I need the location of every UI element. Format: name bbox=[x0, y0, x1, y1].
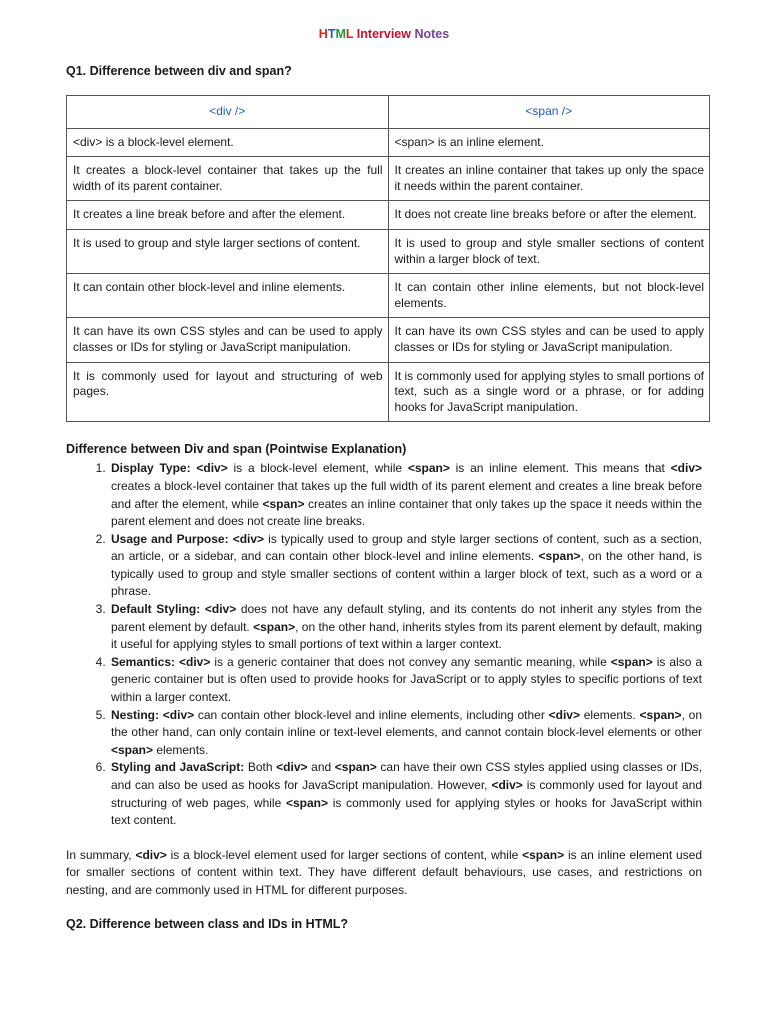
table-header-row bbox=[67, 96, 710, 129]
table-cell-span: It can have its own CSS styles and can be used to apply classes or IDs for styling or JavaScript manipulation. bbox=[388, 318, 710, 362]
bold-text: <span> bbox=[334, 760, 377, 775]
bold-text: <span> bbox=[522, 847, 565, 862]
table-row bbox=[67, 128, 710, 157]
bold-text: <span> bbox=[407, 461, 450, 476]
list-item bbox=[109, 654, 702, 707]
text: creates a block-level container that takes up the full width of its parent element and creates a line break before and after the element, while bbox=[111, 478, 702, 511]
bold-text: <span> bbox=[538, 549, 581, 564]
text: elements. bbox=[153, 742, 209, 757]
title-segment: M bbox=[335, 27, 346, 41]
table-cell-span: <span> is an inline element. bbox=[388, 128, 710, 157]
table-cell-div: It is commonly used for layout and structuring of web pages. bbox=[67, 362, 389, 422]
bold-text: Styling and JavaScript: bbox=[111, 760, 248, 775]
text: creates an inline container that only takes up the space it needs within the parent element and does not create line breaks. bbox=[111, 496, 702, 529]
table-cell-span: It is used to group and style smaller sections of content within a larger block of text. bbox=[388, 229, 710, 273]
table-row bbox=[67, 229, 710, 273]
text: is an inline element. This means that bbox=[449, 461, 671, 476]
bold-text: <div> bbox=[276, 760, 308, 775]
question-2-heading: Q2. Difference between class and IDs in HTML? bbox=[66, 916, 349, 931]
text: is also a generic container but is often used to provide hooks for JavaScript or to apply styles to specific portions of text within a larger context. bbox=[111, 654, 703, 705]
bold-text: Usage and Purpose: bbox=[111, 531, 233, 546]
pointwise-list bbox=[66, 460, 702, 829]
bold-text: Nesting: bbox=[111, 707, 163, 722]
question-1-heading: Q1. Difference between div and span? bbox=[66, 64, 292, 78]
bold-text: <div> bbox=[162, 707, 195, 722]
table-row bbox=[67, 274, 710, 318]
text: elements. bbox=[579, 707, 640, 722]
text: is a generic container that does not convey any semantic meaning, while bbox=[210, 654, 611, 669]
text: , on the other hand, can only contain inline or text-level elements, and cannot contain block-level elements or other bbox=[111, 707, 702, 740]
table-cell-div: It is used to group and style larger sections of content. bbox=[67, 229, 389, 273]
table-cell-span: It creates an inline container that takes up only the space it needs within the parent container. bbox=[388, 157, 710, 201]
title-segment: L bbox=[345, 27, 354, 41]
table-cell-div: It creates a block-level container that takes up the full width of its parent container. bbox=[67, 157, 389, 201]
text: In summary, bbox=[66, 847, 136, 862]
table-row bbox=[67, 201, 710, 230]
bold-text: <span> bbox=[111, 742, 154, 757]
list-item bbox=[109, 531, 702, 601]
bold-text: <div> bbox=[135, 847, 167, 862]
table-cell-div: <div> is a block-level element. bbox=[67, 128, 389, 157]
text: Both bbox=[247, 760, 277, 775]
bold-text: <span> bbox=[262, 496, 305, 511]
bold-text: Display Type: bbox=[111, 461, 197, 476]
summary-paragraph bbox=[66, 847, 702, 900]
list-item bbox=[109, 601, 702, 654]
bold-text: <span> bbox=[253, 619, 296, 634]
text: can contain other block-level and inline elements, including other bbox=[194, 707, 549, 722]
list-item bbox=[109, 759, 702, 829]
list-item bbox=[109, 460, 702, 530]
text: is commonly used for layout and structuring of web pages, while bbox=[111, 778, 702, 810]
table-cell-span: It is commonly used for applying styles to small portions of text, such as a single word or a phrase, or for adding hooks for JavaScript manipulation. bbox=[388, 362, 710, 422]
bold-text: Default Styling: bbox=[111, 602, 205, 617]
bold-text: <div> bbox=[491, 778, 523, 792]
list-item bbox=[109, 707, 702, 760]
text: is typically used to group and style larger sections of content, such as a section, an article, or a sidebar, and can contain other block-level and inline elements. bbox=[111, 531, 702, 564]
text: is an inline element used for smaller sections of content within text. They have different default behaviours, use cases, and restrictions on nesting, and are commonly used in HTML for different purposes. bbox=[66, 847, 702, 897]
table-cell-div: It can contain other block-level and inline elements. bbox=[67, 274, 389, 318]
title-segment: H bbox=[318, 27, 328, 41]
table-header-div: <div /> bbox=[67, 96, 389, 129]
text: and bbox=[307, 760, 335, 775]
comparison-table bbox=[66, 95, 710, 422]
bold-text: <div> bbox=[548, 707, 580, 722]
text: can have their own CSS styles applied using classes or IDs, and can also be used as hooks for JavaScript manipulation. However, bbox=[111, 760, 702, 792]
bold-text: <div> bbox=[179, 654, 211, 669]
bold-text: <div> bbox=[196, 461, 228, 476]
bold-text: <div> bbox=[670, 461, 703, 476]
table-cell-div: It can have its own CSS styles and can be used to apply classes or IDs for styling or JavaScript manipulation. bbox=[67, 318, 389, 362]
table-row bbox=[67, 362, 710, 422]
title-segment: T bbox=[327, 27, 336, 41]
bold-text: <div> bbox=[232, 531, 265, 546]
text: , on the other hand, inherits styles from its parent element by default, making it useful for applying styles to small portions of text within a larger context. bbox=[111, 619, 703, 652]
bold-text: <div> bbox=[204, 602, 237, 617]
title-segment: Interview bbox=[356, 27, 411, 41]
text: is a block-level element, while bbox=[227, 461, 408, 476]
bold-text: <span> bbox=[285, 795, 329, 810]
bold-text: <span> bbox=[610, 654, 653, 669]
table-cell-span: It can contain other inline elements, but not block-level elements. bbox=[388, 274, 710, 318]
text: , on the other hand, is typically used to group and style smaller sections of content within a larger block of text, such as a word or a phrase. bbox=[111, 549, 702, 599]
table-row bbox=[67, 157, 710, 201]
text: is a block-level element used for larger sections of content, while bbox=[166, 847, 523, 862]
table-body bbox=[67, 128, 710, 422]
document-title bbox=[66, 0, 702, 42]
table-cell-span: It does not create line breaks before or after the element. bbox=[388, 201, 710, 230]
title-segment: Notes bbox=[414, 27, 450, 41]
bold-text: <span> bbox=[639, 707, 682, 722]
table-header-span: <span /> bbox=[388, 96, 710, 129]
table-cell-div: It creates a line break before and after the element. bbox=[67, 201, 389, 230]
pointwise-heading: Difference between Div and span (Pointwise Explanation) bbox=[66, 442, 407, 457]
bold-text: Semantics: bbox=[111, 654, 179, 669]
table-row bbox=[67, 318, 710, 362]
text: is commonly used for applying styles or hooks for JavaScript within text content. bbox=[111, 795, 702, 828]
text: does not have any default styling, and its contents do not inherit any styles from the parent element by default. bbox=[111, 602, 702, 634]
